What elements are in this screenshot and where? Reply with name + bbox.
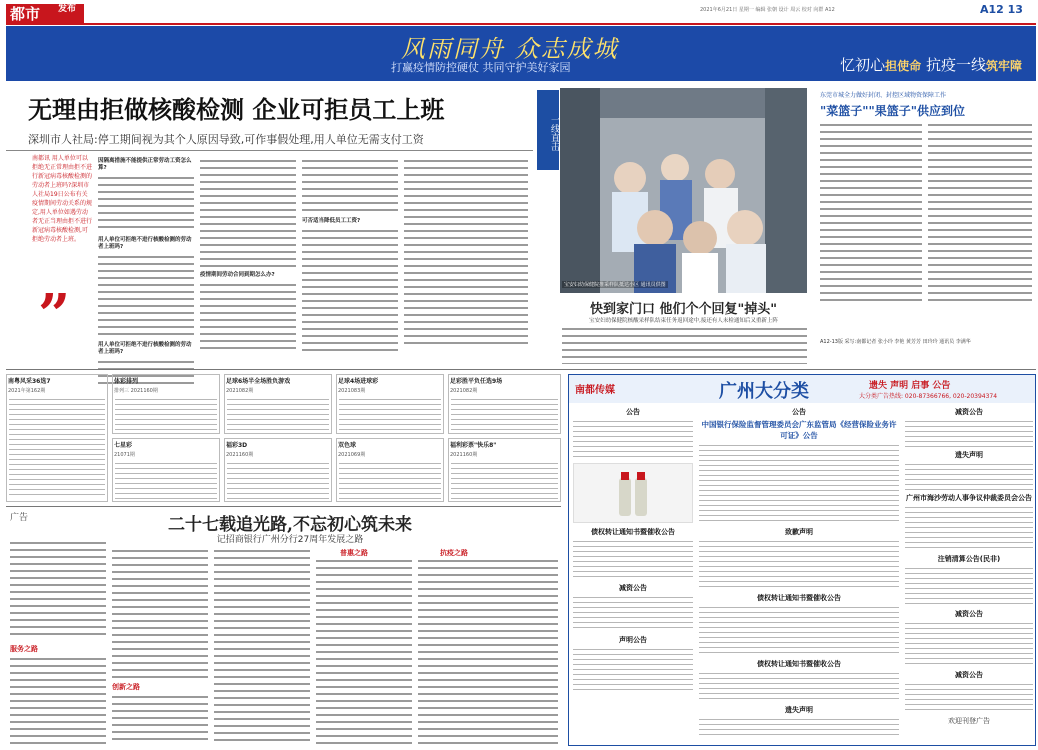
classifieds-panel — [568, 374, 1036, 746]
class-n2: 中国银行保险监督管理委员会广东监管局《经营保险业务许可证》公告 — [701, 420, 897, 440]
class-l3-body — [699, 717, 899, 735]
class-l5: 减资公告 — [955, 671, 983, 679]
ad-col-5 — [418, 558, 558, 744]
bus-photo — [560, 88, 807, 293]
lead-body-4 — [200, 282, 296, 352]
class-l4: 声明公告 — [619, 636, 647, 644]
banner-right-text2: 抗疫一线 — [925, 56, 986, 74]
ad-headline: 二十七载追光路,不忘初心筑未来 — [168, 515, 412, 535]
class-l5-body — [905, 682, 1033, 712]
lottery-nums-5: 2021082期 — [450, 388, 478, 394]
class-n4-body — [699, 605, 899, 655]
lead-col-1 — [98, 158, 194, 389]
lead-body-1 — [98, 175, 194, 233]
date-line: 2021年6月21日 星期一 编辑 张朝 设计 周云 校对 向群 A12 — [700, 7, 835, 13]
class-n2-body — [699, 443, 899, 523]
lead-col-4 — [404, 158, 528, 348]
lottery-box-5 — [448, 374, 561, 434]
lead-col-3a — [302, 158, 398, 214]
lottery-table-1 — [9, 397, 105, 497]
class-l2-body — [573, 595, 693, 631]
lead-intro: 南都讯 用人单位可以拒绝无正常理由拒不进行新冠病毒核酸检测的劳动者上班吗?深圳市人社局19日公布有关疫情期间劳动关系的规定,用人单位如遇劳动者无正当理由拒不进行新冠病毒核酸检测,可拒绝劳动者上班。 — [32, 155, 92, 243]
photo-illustration — [560, 88, 807, 293]
class-n6: 致歉声明 — [785, 528, 813, 536]
class-r5-body — [905, 621, 1033, 667]
class-l4-body — [573, 647, 693, 691]
ad-sec1: 服务之路 — [10, 645, 38, 653]
banner-slogan: 风雨同舟 众志成城 — [401, 35, 619, 63]
class-r5: 减资公告 — [955, 610, 983, 618]
banner-right-small2: 筑牢障 — [985, 59, 1022, 73]
ad-col-1a — [10, 540, 106, 640]
section-logo — [6, 4, 84, 24]
class-n5-body — [699, 671, 899, 701]
lottery-nums-6: 21071期 — [114, 452, 135, 458]
theme-banner — [6, 26, 1036, 81]
class-n6-body — [699, 539, 899, 589]
class-col-3 — [905, 407, 1033, 726]
lottery-box-6 — [112, 438, 220, 502]
ad-subhead: 记招商银行广州分行27周年发展之路 — [216, 535, 364, 545]
page-number: A12 13 — [980, 3, 1023, 16]
banner-subline: 打赢疫情防控硬仗 共同守护美好家园 — [391, 61, 571, 74]
lead-col-2 — [200, 272, 296, 352]
banner-right — [840, 54, 1022, 75]
lead-q1: 因隔离措施不能提供正常劳动工资怎么算? — [98, 158, 192, 171]
photo-side-label: 一线直击 — [537, 90, 559, 170]
photo-story-body — [562, 326, 807, 364]
right-kicker: 东莞市城全力做好封闭、封控区域物资保障工作 — [820, 92, 947, 99]
bottle-icon — [615, 468, 651, 518]
lead-q4: 可否适当降低员工工资? — [302, 218, 361, 224]
lead-col-3 — [302, 218, 398, 352]
ad-sec4: 抗疫之路 — [440, 549, 468, 557]
class-col-2 — [699, 407, 899, 735]
lottery-box-8 — [336, 438, 444, 502]
lottery-table-4 — [339, 397, 441, 433]
lottery-title-2: 体彩排列 — [114, 378, 139, 385]
right-col-2 — [928, 122, 1032, 302]
lead-col-2a — [200, 158, 296, 268]
ad-label: 广告 — [10, 513, 29, 523]
lottery-title-3: 足球6场半全场胜负游戏 — [226, 378, 291, 385]
photo-headline: 快到家门口 他们个个回复"掉头" — [589, 302, 778, 317]
ad-sec3: 普惠之路 — [340, 549, 368, 557]
classifieds-brand: 南都传媒 — [575, 385, 615, 396]
ad-sec2: 创新之路 — [112, 683, 140, 691]
classifieds-header — [569, 375, 1035, 403]
class-r4: 注销清算公告(民非) — [937, 555, 1001, 563]
lottery-nums-2: 排列三 2021160期 — [114, 388, 158, 394]
class-n4: 债权转让通知书暨催收公告 — [757, 594, 841, 602]
quote-mark-icon: ” — [38, 282, 71, 348]
ad-col-4 — [316, 558, 412, 744]
section-tag: 发布 — [58, 4, 77, 14]
lottery-table-5 — [451, 397, 558, 433]
class-l1-body — [573, 419, 693, 459]
lottery-box-4 — [336, 374, 444, 434]
product-image — [573, 463, 693, 523]
class-r2-body — [905, 462, 1033, 490]
lottery-nums-4: 2021083期 — [338, 388, 366, 394]
lead-q2: 用人单位可拒绝不进行核酸检测的劳动者上班吗? — [98, 237, 192, 250]
lottery-title-9: 福利彩票"快乐8" — [450, 442, 497, 449]
lottery-title-1: 南粤风采36选7 — [8, 378, 51, 385]
ad-col-2a — [112, 548, 208, 678]
lottery-table-3 — [227, 397, 329, 433]
banner-right-text: 忆初心 — [840, 56, 886, 74]
ad-col-3 — [214, 548, 310, 744]
lottery-title-6: 七星彩 — [114, 442, 133, 449]
class-r4-body — [905, 566, 1033, 606]
lottery-table-8 — [339, 461, 441, 499]
lottery-title-8: 双色球 — [338, 442, 357, 449]
lottery-box-9 — [448, 438, 561, 502]
lead-deck: 深圳市人社局:停工期间视为其个人原因导致,可作事假处理,用人单位无需支付工资 — [28, 133, 424, 146]
lottery-table-6 — [115, 461, 217, 499]
photo-caption: 宝安妇幼保健院推采样队抵达小区 通讯员供图 — [564, 282, 666, 288]
lottery-box-3 — [224, 374, 332, 434]
right-col-1 — [820, 122, 922, 302]
lottery-box-7 — [224, 438, 332, 502]
ad-divider — [6, 506, 561, 507]
right-byline: A12-13版 采写:南都记者 张小玲 李艳 黄芳芳 田玲玲 通讯员 李满华 — [820, 339, 971, 345]
class-n3: 债权转让通知书暨催收公告 — [591, 528, 675, 536]
class-n1: 公告 — [792, 408, 806, 416]
lottery-table-9 — [451, 461, 558, 499]
ad-col-2b — [112, 694, 208, 744]
class-l1: 公告 — [626, 408, 640, 416]
class-r3: 广州市海沙劳动人事争议仲裁委员会公告 — [906, 494, 1032, 502]
lottery-nums-1: 2021年第162期 — [8, 388, 46, 394]
class-r2: 遗失声明 — [955, 451, 983, 459]
lottery-nums-8: 2021069期 — [338, 452, 366, 458]
lottery-title-5: 足彩胜平负任选9场 — [450, 378, 503, 385]
class-r1: 减资公告 — [955, 408, 983, 416]
lottery-title-4: 足球4场进球彩 — [338, 378, 379, 385]
lead-body-5 — [302, 228, 398, 352]
class-col-1 — [573, 407, 693, 691]
lead-divider — [6, 150, 533, 151]
lead-q3: 疫情期间劳动合同到期怎么办? — [200, 272, 275, 278]
classifieds-tag: 遗失 声明 启事 公告 — [869, 381, 951, 391]
right-headline: "菜篮子""果篮子"供应到位 — [820, 104, 966, 118]
lottery-table-2 — [115, 397, 217, 433]
class-n5: 债权转让通知书暨催收公告 — [757, 660, 841, 668]
right-story — [820, 90, 1032, 119]
section-divider — [6, 369, 1036, 370]
lead-headline-block — [28, 90, 528, 147]
classifieds-title: 广州大分类 — [719, 381, 809, 402]
lottery-nums-3: 2021082期 — [226, 388, 254, 394]
lottery-nums-7: 2021160期 — [226, 452, 254, 458]
class-r3-body — [905, 505, 1033, 551]
class-r6: 欢迎刊登广告 — [948, 717, 990, 725]
class-r1-body — [905, 419, 1033, 447]
lead-headline: 无理由拒做核酸检测 企业可拒员工上班 — [28, 95, 445, 124]
lottery-area — [6, 374, 561, 502]
lead-body-2 — [98, 254, 194, 338]
lottery-title-7: 福彩3D — [226, 442, 248, 449]
classifieds-hotline: 大分类广告热线: 020-87366766, 020-20394374 — [859, 393, 998, 400]
section-name: 都市 — [10, 5, 41, 23]
class-n3-body — [573, 539, 693, 579]
ad-col-1b — [10, 656, 106, 744]
header-rule — [6, 23, 1036, 25]
photo-deck: 宝安妇幼保健院核酸采样队结束任务返回途中,接还有人未检通知后又重新上阵 — [589, 318, 778, 324]
lead-q2b: 用人单位可拒绝不进行核酸检测的劳动者上班吗? — [98, 342, 192, 355]
class-l2: 减资公告 — [619, 584, 647, 592]
lottery-box-2 — [112, 374, 220, 434]
class-l3: 遗失声明 — [785, 706, 813, 714]
lottery-table-7 — [227, 461, 329, 499]
lottery-box-1 — [6, 374, 108, 502]
lottery-nums-9: 2021160期 — [450, 452, 478, 458]
banner-right-small: 担使命 — [885, 59, 922, 73]
